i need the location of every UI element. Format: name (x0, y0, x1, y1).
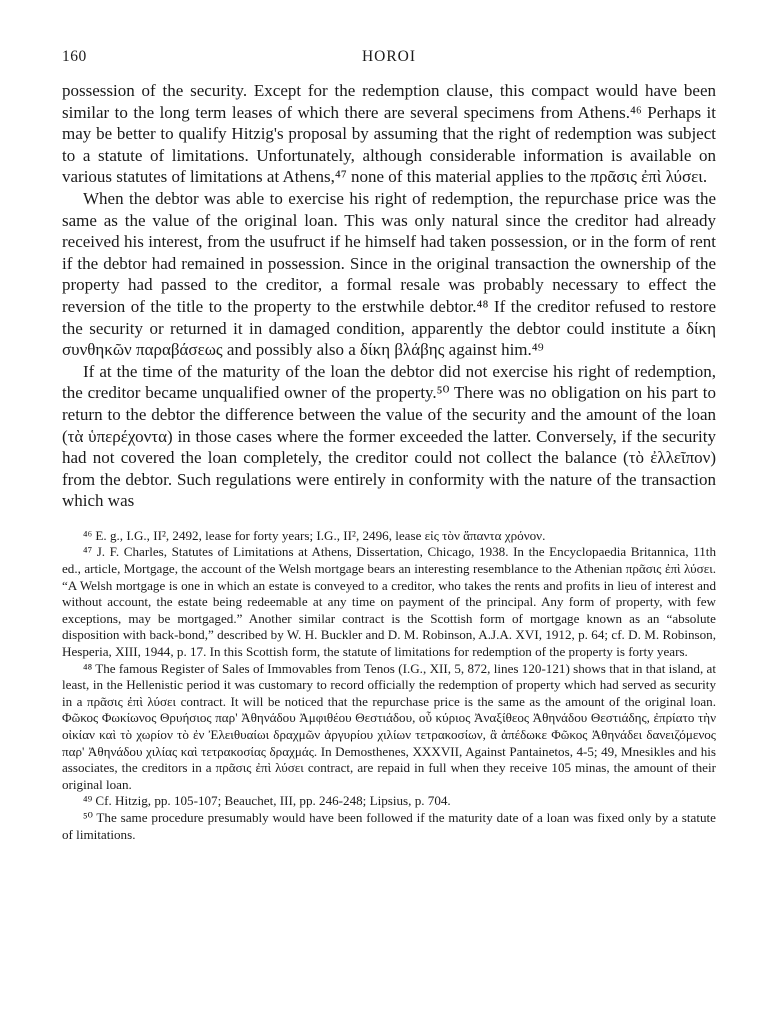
footnote-46: ⁴⁶ E. g., I.G., II², 2492, lease for forty years; I.G., II², 2496, lease εἰς τὸν ἅπαντα χρόνον. (83, 527, 546, 543)
body-paragraph-3: If at the time of the maturity of the loan the debtor did not exercise his right of redemption, the creditor became unqualified owner of the property.⁵⁰ There was no obligation on his part to return to the debtor the difference between the value of the security and the amount of the loan (τὰ ὑπερέχοντα) in those cases where the former exceeded the latter. Conversely, if the security had not covered the loan completely, the creditor could not collect the balance (τὸ ἐλλεῖπον) from the debtor. Such regulations were entirely in conformity with the nature of the transaction which was (62, 361, 716, 511)
footnote-48: ⁴⁸ The famous Register of Sales of Immovables from Tenos (I.G., XII, 5, 872, lines 120-121) shows that in that island, at least, in the Hellenistic period it was customary to record officially the redemption of property which had served as security in a πρᾶσις ἐπὶ λύσει contract. It will be noticed that the repurchase price is the same as the amount of the original loan. Φῶκος Φωκίωνος Θρυήσιος παρ' Ἀθηνάδου Ἀμφιθέου Θεστιάδου, οὗ κύριος Ἀναξίθεος Ἀθηνάδου Θεστιάδης, ἐπρίατο τὴν οἰκίαν καὶ τὸ χωρίον τὸ ἐν Ἐλειθυαίωι δραχμῶν ἀργυρίου χιλίων τετρακοσίων, ἃ ἀπέδωκε Φῶκος Ἀθηνάδει δανειζόμενος παρ' Ἀθηνάδου χιλίας καὶ τετρακοσίας δραχμάς. In Demosthenes, XXXVII, Against Pantainetos, 4-5; 49, Mnesikles and his associates, the creditors in a πρᾶσις ἐπὶ λύσει contract, are repaid in full when they receive 105 minas, the amount of their original loan. (62, 660, 716, 792)
page (62, 48, 716, 843)
footnote-50: ⁵⁰ The same procedure presumably would have been followed if the maturity date of a loan was fixed only by a statute of limitations. (62, 809, 716, 842)
page-number: 160 (62, 48, 87, 65)
body-text (62, 80, 716, 512)
footnote-49: ⁴⁹ Cf. Hitzig, pp. 105-107; Beauchet, III, pp. 246-248; Lipsius, p. 704. (83, 793, 451, 809)
body-paragraph-2: When the debtor was able to exercise his right of redemption, the repurchase price was the same as the value of the original loan. This was only natural since the creditor had already received his interest, from the usufruct if he himself had taken possession, or in the form of rent if the debtor had remained in possession. Since in the original transaction the ownership of the property had passed to the creditor, a formal resale was probably necessary to effect the reversion of the title to the property to the erstwhile debtor.⁴⁸ If the creditor refused to restore the security or returned it in damaged condition, apparently the debtor could institute a δίκη συνθηκῶν παραβάσεως and possibly also a δίκη βλάβης against him.⁴⁹ (62, 188, 716, 360)
footnote-47: ⁴⁷ J. F. Charles, Statutes of Limitations at Athens, Dissertation, Chicago, 1938. In the Encyclopaedia Britannica, 11th ed., article, Mortgage, the account of the Welsh mortgage bears an interesting resemblance to the Athenian πρᾶσις ἐπὶ λύσει. “A Welsh mortgage is one in which an estate is conveyed to a creditor, who takes the rents and profits in lieu of interest and without account, the estate being redeemable at any time on payment of the principal. Any form of property, with few exceptions, may be mortgaged.” Another similar contract is the Scottish form of mortgage known as an “absolute disposition with back-bond,” described by W. H. Buckler and D. M. Robinson, A.J.A. XVI, 1912, p. 64; cf. D. M. Robinson, Hesperia, XIII, 1944, p. 17. In this Scottish form, the statute of limitations for redemption of the property is forty years. (62, 544, 716, 660)
running-title: HOROI (361, 48, 417, 65)
running-head (62, 48, 716, 70)
body-paragraph-1: possession of the security. Except for the redemption clause, this compact would have been similar to the long term leases of which there are several specimens from Athens.⁴⁶ Perhaps it may be better to qualify Hitzig's proposal by assuming that the right of redemption was subject to a statute of limitations. Unfortunately, although considerable information is available on various statutes of limitations at Athens,⁴⁷ none of this material applies to the πρᾶσις ἐπὶ λύσει. (62, 81, 716, 187)
footnotes (62, 528, 716, 843)
